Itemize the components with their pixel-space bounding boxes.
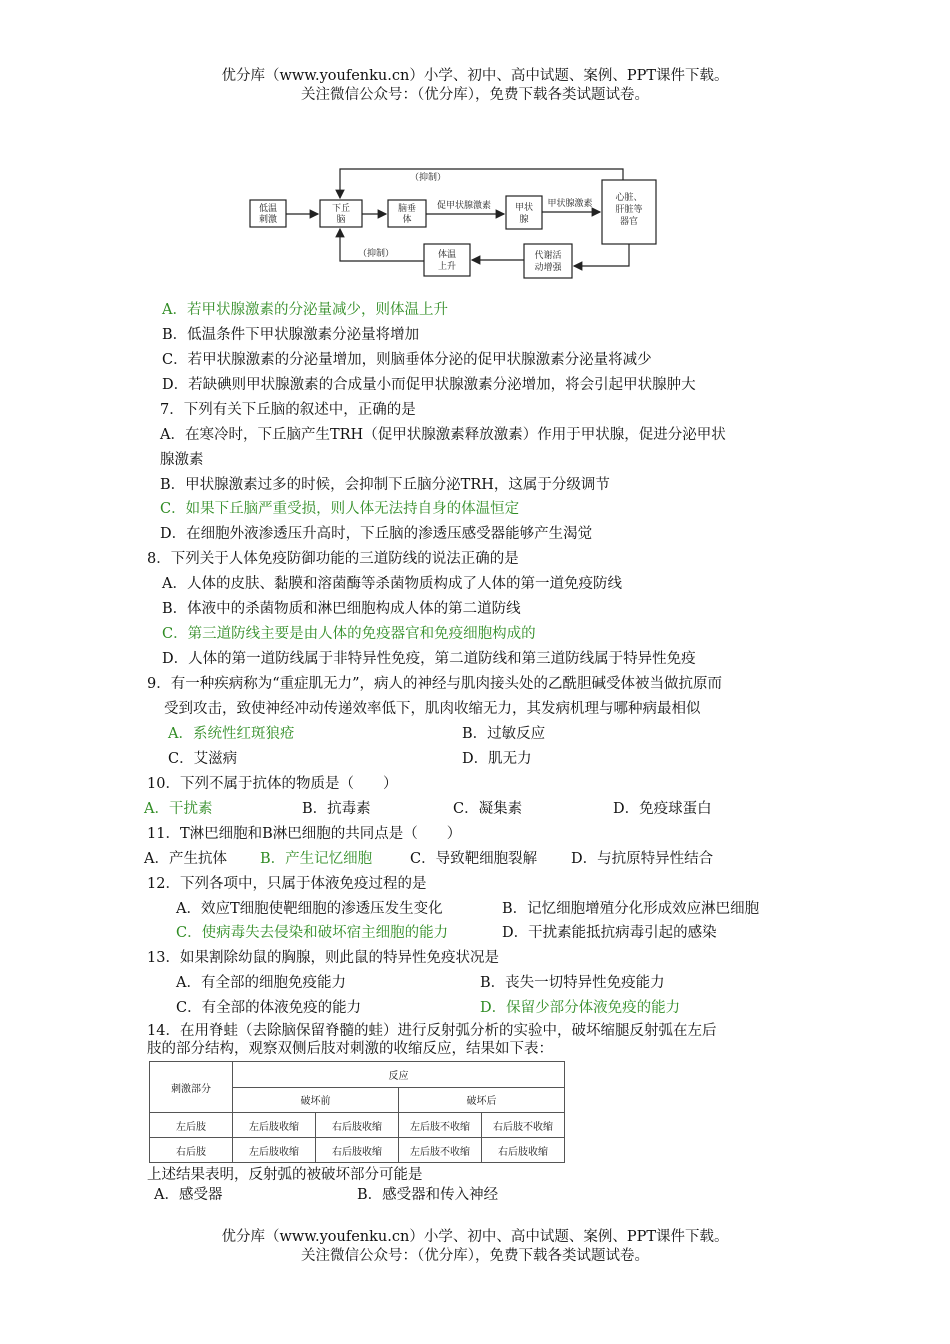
q12-option-b: B．记忆细胞增殖分化形成效应淋巴细胞 (502, 901, 760, 917)
table-cell: 右后肢收缩 (316, 1138, 399, 1163)
label-inhibit-top: （抑制） (409, 173, 447, 183)
table-row (150, 1113, 565, 1138)
q10-stem: 10．下列不属于抗体的物质是（ ） (147, 776, 398, 792)
node-organs-label-3: 器官 (619, 217, 639, 227)
q7-option-b: B．甲状腺激素过多的时候，会抑制下丘脑分泌TRH，这属于分级调节 (160, 477, 610, 493)
q9-stem-line2: 受到攻击，致使神经冲动传递效率低下，肌肉收缩无力，其发病机理与哪种病最相似 (164, 701, 701, 717)
table-row-site: 右后肢 (150, 1138, 233, 1163)
q11-option-c: C．导致靶细胞裂解 (410, 851, 538, 867)
q12-option-d: D．干扰素能抵抗病毒引起的感染 (502, 925, 717, 941)
q8-stem: 8．下列关于人体免疫防御功能的三道防线的说法正确的是 (147, 551, 519, 567)
node-metab-label-1: 代谢活 (534, 251, 562, 261)
q9-option-c: C．艾滋病 (168, 751, 238, 767)
q7-option-a-line2: 腺激素 (160, 452, 204, 468)
node-organs-label-1: 心脏、 (615, 193, 643, 203)
table-row (150, 1138, 565, 1163)
q8-option-a: A．人体的皮肤、黏膜和溶菌酶等杀菌物质构成了人体的第一道免疫防线 (162, 576, 622, 592)
label-inhibit-bottom: （抑制） (357, 249, 395, 259)
q13-option-b: B．丧失一切特异性免疫能力 (480, 975, 665, 991)
table-cell: 左后肢收缩 (233, 1113, 316, 1138)
q11-stem: 11．T淋巴细胞和B淋巴细胞的共同点是（ ） (147, 826, 462, 842)
node-temp-label-2: 上升 (437, 262, 457, 272)
footer-line-2: 关注微信公众号：（优分库），免费下载各类试题试卷。 (301, 1248, 649, 1264)
label-tsh: 促甲状腺激素 (436, 201, 492, 211)
table-header-after: 破坏后 (399, 1087, 565, 1113)
q10-option-b: B．抗毒素 (302, 801, 371, 817)
table-cell: 左后肢不收缩 (399, 1113, 482, 1138)
table-row-site: 左后肢 (150, 1113, 233, 1138)
label-th: 甲状腺激素 (547, 199, 593, 209)
table-cell: 右后肢不收缩 (482, 1113, 565, 1138)
node-organs-label-2: 肝脏等 (615, 205, 643, 215)
header-line-1: 优分库（www.youfenku.cn）小学、初中、高中试题、案例、PPT课件下载。 (221, 68, 729, 84)
table-header-stim: 刺激部分 (150, 1062, 233, 1113)
node-metab-label-2: 动增强 (534, 263, 562, 273)
arrow-thyroid-feedback (340, 169, 623, 198)
q6-option-b: B．低温条件下甲状腺激素分泌量将增加 (162, 327, 420, 343)
table-header-before: 破坏前 (233, 1087, 399, 1113)
q9-option-b: B．过敏反应 (462, 726, 546, 742)
q11-option-d: D．与抗原特异性结合 (571, 851, 714, 867)
footer-line-1: 优分库（www.youfenku.cn）小学、初中、高中试题、案例、PPT课件下载。 (221, 1229, 729, 1245)
node-hypo-label-2: 脑 (336, 215, 346, 225)
node-pituitary-label-1: 脑垂 (397, 204, 417, 214)
q8-option-d: D．人体的第一道防线属于非特异性免疫，第二道防线和第三道防线属于特异性免疫 (162, 651, 696, 667)
q13-option-c: C．有全部的体液免疫的能力 (176, 1000, 362, 1016)
node-pituitary-label-2: 体 (402, 215, 412, 225)
q14-stem-line1: 14．在用脊蛙（去除脑保留脊髓的蛙）进行反射弧分析的实验中，破坏缩腿反射弧在左后 (147, 1023, 717, 1039)
q6-option-d: D．若缺碘则甲状腺激素的合成量小而促甲状腺激素分泌增加，将会引起甲状腺肿大 (162, 377, 696, 393)
node-thyroid-label-2: 腺 (519, 215, 529, 225)
q10-option-d: D．免疫球蛋白 (613, 801, 712, 817)
q14-stem-line2: 肢的部分结构，观察双侧后肢对刺激的收缩反应，结果如下表： (147, 1041, 553, 1057)
table-cell: 左后肢收缩 (233, 1138, 316, 1163)
q8-option-b: B．体液中的杀菌物质和淋巴细胞构成人体的第二道防线 (162, 601, 521, 617)
table-cell: 左后肢不收缩 (399, 1138, 482, 1163)
q11-option-a: A．产生抗体 (144, 851, 227, 867)
header-line-2: 关注微信公众号：（优分库），免费下载各类试题试卷。 (301, 87, 649, 103)
q14-option-a: A．感受器 (154, 1187, 223, 1203)
table-cell: 右后肢收缩 (482, 1138, 565, 1163)
q10-option-a: A．干扰素 (144, 801, 213, 817)
q7-option-a-line1: A．在寒冷时，下丘脑产生TRH（促甲状腺激素释放激素）作用于甲状腺，促进分泌甲状 (160, 427, 726, 443)
q14-option-b: B．感受器和传入神经 (357, 1187, 499, 1203)
q9-option-d: D．肌无力 (462, 751, 532, 767)
q7-option-d: D．在细胞外液渗透压升高时，下丘脑的渗透压感受器能够产生渴觉 (160, 526, 593, 542)
q7-option-c: C．如果下丘脑严重受损，则人体无法持自身的体温恒定 (160, 501, 520, 517)
node-temp-label-1: 体温 (437, 250, 457, 260)
q13-stem: 13．如果割除幼鼠的胸腺，则此鼠的特异性免疫状况是 (147, 950, 499, 966)
table-cell: 右后肢收缩 (316, 1113, 399, 1138)
q8-option-c: C．第三道防线主要是由人体的免疫器官和免疫细胞构成的 (162, 626, 536, 642)
node-cold-label-2: 刺激 (258, 215, 278, 225)
q7-stem: 7．下列有关下丘脑的叙述中，正确的是 (160, 402, 416, 418)
q10-option-c: C．凝集素 (453, 801, 523, 817)
q12-stem: 12．下列各项中，只属于体液免疫过程的是 (147, 876, 427, 892)
q12-option-c: C．使病毒失去侵染和破坏宿主细胞的能力 (176, 925, 449, 941)
q9-option-a: A．系统性红斑狼疮 (168, 726, 295, 742)
thyroid-regulation-diagram (240, 165, 670, 283)
node-cold-label-1: 低温 (258, 204, 278, 214)
reflex-result-table (149, 1061, 565, 1163)
arrow-organs-metabolism (574, 244, 629, 266)
q13-option-d: D．保留少部分体液免疫的能力 (480, 1000, 681, 1016)
table-header-response: 反应 (233, 1062, 565, 1088)
q14-conclusion: 上述结果表明，反射弧的被破坏部分可能是 (147, 1167, 423, 1183)
q11-option-b: B．产生记忆细胞 (260, 851, 373, 867)
q12-option-a: A．效应T细胞使靶细胞的渗透压发生变化 (176, 901, 443, 917)
q6-option-c: C．若甲状腺激素的分泌量增加，则脑垂体分泌的促甲状腺激素分泌量将减少 (162, 352, 652, 368)
node-thyroid-label-1: 甲状 (514, 203, 534, 213)
q13-option-a: A．有全部的细胞免疫能力 (176, 975, 346, 991)
q9-stem-line1: 9．有一种疾病称为“重症肌无力”，病人的神经与肌肉接头处的乙酰胆碱受体被当做抗原而 (147, 676, 723, 692)
q6-option-a: A．若甲状腺激素的分泌量减少，则体温上升 (162, 302, 448, 318)
node-hypo-label-1: 下丘 (331, 204, 351, 214)
